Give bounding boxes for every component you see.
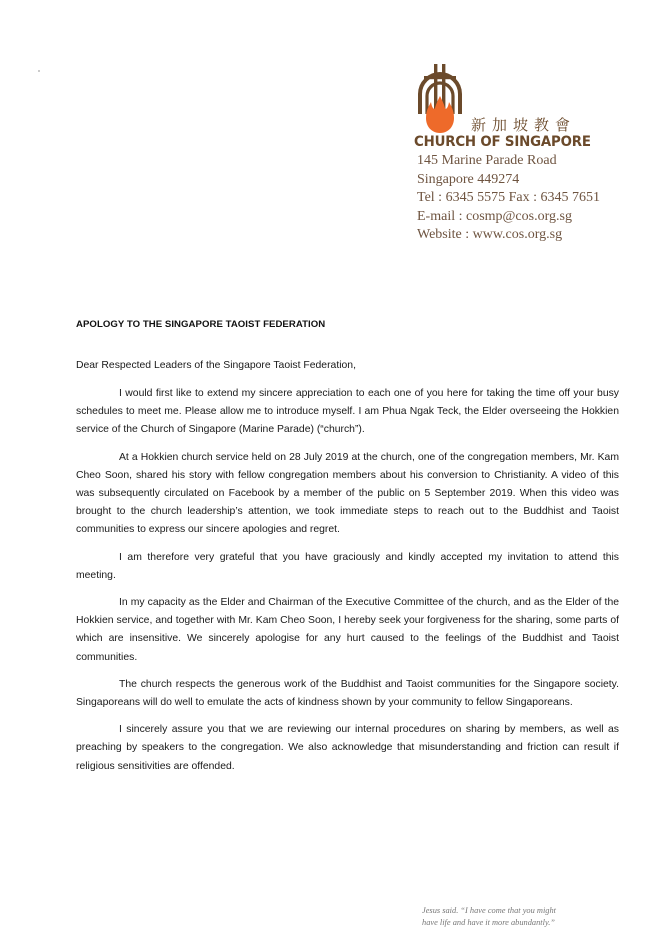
letterhead	[414, 64, 664, 242]
footer-quote	[422, 905, 622, 929]
letter-title: APOLOGY TO THE SINGAPORE TAOIST FEDERATION	[76, 319, 326, 330]
phone-fax-line: Tel : 6345 5575 Fax : 6345 7651	[417, 190, 600, 205]
scan-speck	[38, 70, 40, 72]
email-line: E-mail : cosmp@cos.org.sg	[417, 208, 572, 224]
website-line: Website : www.cos.org.sg	[417, 227, 563, 242]
chinese-org-name: 新加坡教會	[471, 116, 577, 134]
letter-body	[76, 385, 619, 785]
footer-quote-line-1: Jesus said. “I have come that you might	[422, 906, 556, 915]
paragraph-gratitude: I am therefore very grateful that you have graciously and kindly accepted my invitation to attend this meeting.	[76, 551, 619, 581]
paragraph-apology: In my capacity as the Elder and Chairman of the Executive Committee of the church, and as the Elder of the Hokkien service, and together with Mr. Kam Cheo Soon, I hereby seek your forgiveness for the sharing, some parts of which are insensitive. We sincerely apologise for any hurt caused to the feelings of the Buddhist and Taoist communities.	[76, 597, 619, 663]
church-logo-icon	[414, 64, 466, 136]
footer-quote-line-2: have life and have it more abundantly.”	[422, 918, 555, 927]
logo-row	[414, 64, 664, 136]
salutation: Dear Respected Leaders of the Singapore Taoist Federation,	[76, 360, 356, 371]
paragraph-introduction: I would first like to extend my sincere appreciation to each one of you here for taking the time off your busy schedules to meet me. Please allow me to introduce myself. I am Phua Ngak Teck, the Elder overseeing the Hokkien service of the Church of Singapore (Marine Parade) (“church”).	[76, 388, 619, 436]
org-name: CHURCH OF SINGAPORE	[414, 134, 591, 150]
paragraph-assurance: I sincerely assure you that we are reviewing our internal procedures on sharing by members, as well as preaching by speakers to the congregation. We also acknowledge that misunderstanding and friction can result if religious sensitivities are offended.	[76, 724, 619, 772]
address-line-1: 145 Marine Parade Road	[417, 153, 557, 168]
paragraph-incident: At a Hokkien church service held on 28 July 2019 at the church, one of the congregation members, Mr. Kam Cheo Soon, shared his story with fellow congregation members about his conversion to Christianity. A video of this was subsequently circulated on Facebook by a member of the public on 5 September 2019. When this video was brought to the church leadership’s attention, we took immediate steps to reach out to the Buddhist and Taoist communities to express our sincere apologies and regret.	[76, 451, 619, 536]
address-line-2: Singapore 449274	[417, 171, 520, 187]
paragraph-respect: The church respects the generous work of the Buddhist and Taoist communities for the Singapore society. Singaporeans will do well to emulate the acts of kindness shown by your community to fellow Singaporeans.	[76, 678, 619, 709]
contact-block	[417, 152, 600, 245]
